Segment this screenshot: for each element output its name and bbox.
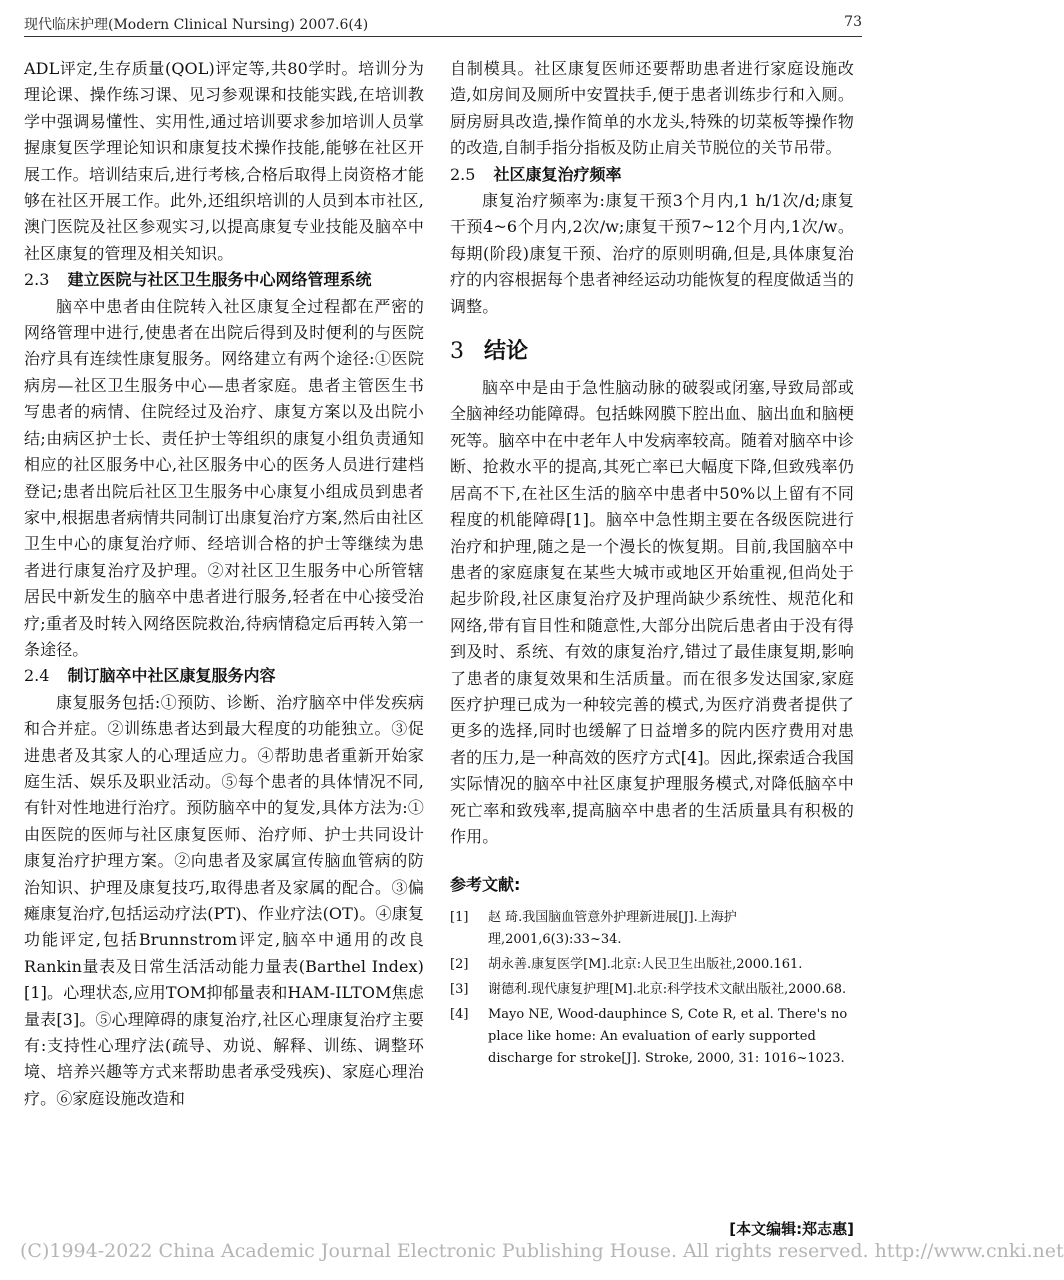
reference-number: [2] xyxy=(450,957,469,973)
section-2-5-heading xyxy=(450,162,854,188)
reference-list xyxy=(450,907,854,1070)
section-3-body: 脑卒中是由于急性脑动脉的破裂或闭塞,导致局部或全脑神经功能障碍。包括蛛网膜下腔出血、脑出血和脑梗死等。脑卒中在中老年人中发病率较高。随着对脑卒中诊断、抢救水平的提高,其死亡率已大幅度下降,但致残率仍居高不下,在社区生活的脑卒中患者中50%以上留有不同程度的机能障碍[1]。脑卒中急性期主要在各级医院进行治疗和护理,随之是一个漫长的恢复期。目前,我国脑卒中患者的家庭康复在某些大城市或地区开始重视,但尚处于起步阶段,社区康复治疗及护理尚缺少系统性、规范化和网络,带有盲目性和随意性,大部分出院后患者由于没有得到及时、系统、有效的康复治疗,错过了最佳康复期,影响了患者的康复效果和生活质量。而在很多发达国家,家庭医疗护理已成为一种较完善的模式,为医疗消费者提供了更多的选择,同时也缓解了日益增多的院内医疗费用对患者的压力,是一种高效的医疗方式[4]。因此,探索适合我国实际情况的脑卒中社区康复护理服务模式,对降低脑卒中死亡率和致残率,提高脑卒中患者的生活质量具有积极的作用。 xyxy=(450,378,854,846)
running-header xyxy=(24,10,862,37)
reference-text: Mayo NE, Wood-dauphince S, Cote R, et al. There's no place like home: An evaluation of early supported discharge for stroke[J]. Stroke, 2000, 31: 1016~1023. xyxy=(488,1007,848,1067)
reference-text: 谢德利.现代康复护理[M].北京:科学技术文献出版社,2000.68. xyxy=(488,982,847,998)
section-3-heading xyxy=(450,334,854,365)
left-column xyxy=(24,56,424,1112)
section-2-4-body: 康复服务包括:①预防、诊断、治疗脑卒中伴发疾病和合并症。②训练患者达到最大程度的功能独立。③促进患者及其家人的心理适应力。④帮助患者重新开始家庭生活、娱乐及职业活动。⑤每个患者的具体情况不同,有针对性地进行治疗。预防脑卒中的复发,具体方法为:①由医院的医师与社区康复医师、治疗师、护士共同设计康复治疗护理方案。②向患者及家属宣传脑血管病的防治知识、护理及康复技巧,取得患者及家属的配合。③偏瘫康复治疗,包括运动疗法(PT)、作业疗法(OT)。④康复功能评定,包括Brunnstrom评定,脑卒中通用的改良Rankin量表及日常生活活动能力量表(Barthel Index)[1]。心理状态,应用TOM抑郁量表和HAM-ILTOM焦虑量表[3]。⑤心理障碍的康复治疗,社区心理康复治疗主要有:支持性心理疗法(疏导、劝说、解释、训练、调整环境、培养兴趣等方式来帮助患者承受残疾)、家庭心理治疗。⑥家庭设施改造和 xyxy=(24,692,424,1108)
editor-note: [本文编辑:郑志惠] xyxy=(729,1220,854,1238)
reference-item xyxy=(450,979,854,1001)
journal-title: 现代临床护理(Modern Clinical Nursing) 2007.6(4) xyxy=(24,17,369,33)
right-column xyxy=(450,56,854,1073)
section-2-3-heading xyxy=(24,267,424,293)
reference-item xyxy=(450,954,854,976)
section-2-4-heading xyxy=(24,663,424,689)
reference-number: [4] xyxy=(450,1007,469,1023)
continued-paragraph: 自制模具。社区康复医师还要帮助患者进行家庭设施改造,如房间及厕所中安置扶手,便于患者训练步行和入厕。厨房厨具改造,操作简单的水龙头,特殊的切菜板等操作物的改造,自制手指分指板及防止肩关节脱位的关节吊带。 xyxy=(450,59,854,158)
section-number: 3 xyxy=(450,339,464,365)
section-title: 社区康复治疗频率 xyxy=(493,164,622,184)
section-title: 结论 xyxy=(484,339,529,365)
reference-number: [3] xyxy=(450,982,469,998)
page-number: 73 xyxy=(844,14,862,30)
section-number: 2.3 xyxy=(24,270,50,290)
section-number: 2.4 xyxy=(24,666,50,686)
intro-paragraph: ADL评定,生存质量(QOL)评定等,共80学时。培训分为理论课、操作练习课、见习参观课和技能实践,在培训教学中强调易懂性、实用性,通过培训要求参加培训人员掌握康复医学理论知识和康复技术操作技能,能够在社区开展工作。培训结束后,进行考核,合格后取得上岗资格才能够在社区开展工作。此外,还组织培训的人员到本市社区,澳门医院及社区参观实习,以提高康复专业技能及脑卒中社区康复的管理及相关知识。 xyxy=(24,59,424,263)
reference-item xyxy=(450,1004,854,1070)
section-title: 建立医院与社区卫生服务中心网络管理系统 xyxy=(67,270,372,290)
section-number: 2.5 xyxy=(450,164,476,184)
section-title: 制订脑卒中社区康复服务内容 xyxy=(67,666,276,686)
references-heading: 参考文献: xyxy=(450,875,521,895)
section-2-3-body: 脑卒中患者由住院转入社区康复全过程都在严密的网络管理中进行,使患者在出院后得到及时便利的与医院治疗具有连续性康复服务。网络建立有两个途径:①医院病房—社区卫生服务中心—患者家庭。患者主管医生书写患者的病情、住院经过及治疗、康复方案以及出院小结;由病区护士长、责任护士等组织的康复小组负责通知相应的社区服务中心,社区服务中心的医务人员进行建档登记;患者出院后社区卫生服务中心康复小组成员到患者家中,根据患者病情共同制订出康复治疗方案,然后由社区卫生中心的康复治疗师、经培训合格的护士等继续为患者进行康复治疗及护理。②对社区卫生服务中心所管辖居民中新发生的脑卒中患者进行服务,轻者在中心接受治疗;重者及时转入网络医院救治,待病情稳定后再转入第一条途径。 xyxy=(24,296,424,659)
copyright-watermark: (C)1994-2022 China Academic Journal Electronic Publishing House. All rights reserved. http://www.cnki.net xyxy=(20,1240,1064,1262)
reference-text: 赵 琦.我国脑血管意外护理新进展[J].上海护理,2001,6(3):33~34. xyxy=(488,910,737,948)
reference-item xyxy=(450,907,854,951)
section-2-5-body: 康复治疗频率为:康复干预3个月内,1 h/1次/d;康复干预4~6个月内,2次/w;康复干预7~12个月内,1次/w。每期(阶段)康复干预、治疗的原则明确,但是,具体康复治疗的内容根据每个患者神经运动功能恢复的程度做适当的调整。 xyxy=(450,191,854,316)
reference-text: 胡永善.康复医学[M].北京:人民卫生出版社,2000.161. xyxy=(488,957,803,973)
reference-number: [1] xyxy=(450,910,469,926)
